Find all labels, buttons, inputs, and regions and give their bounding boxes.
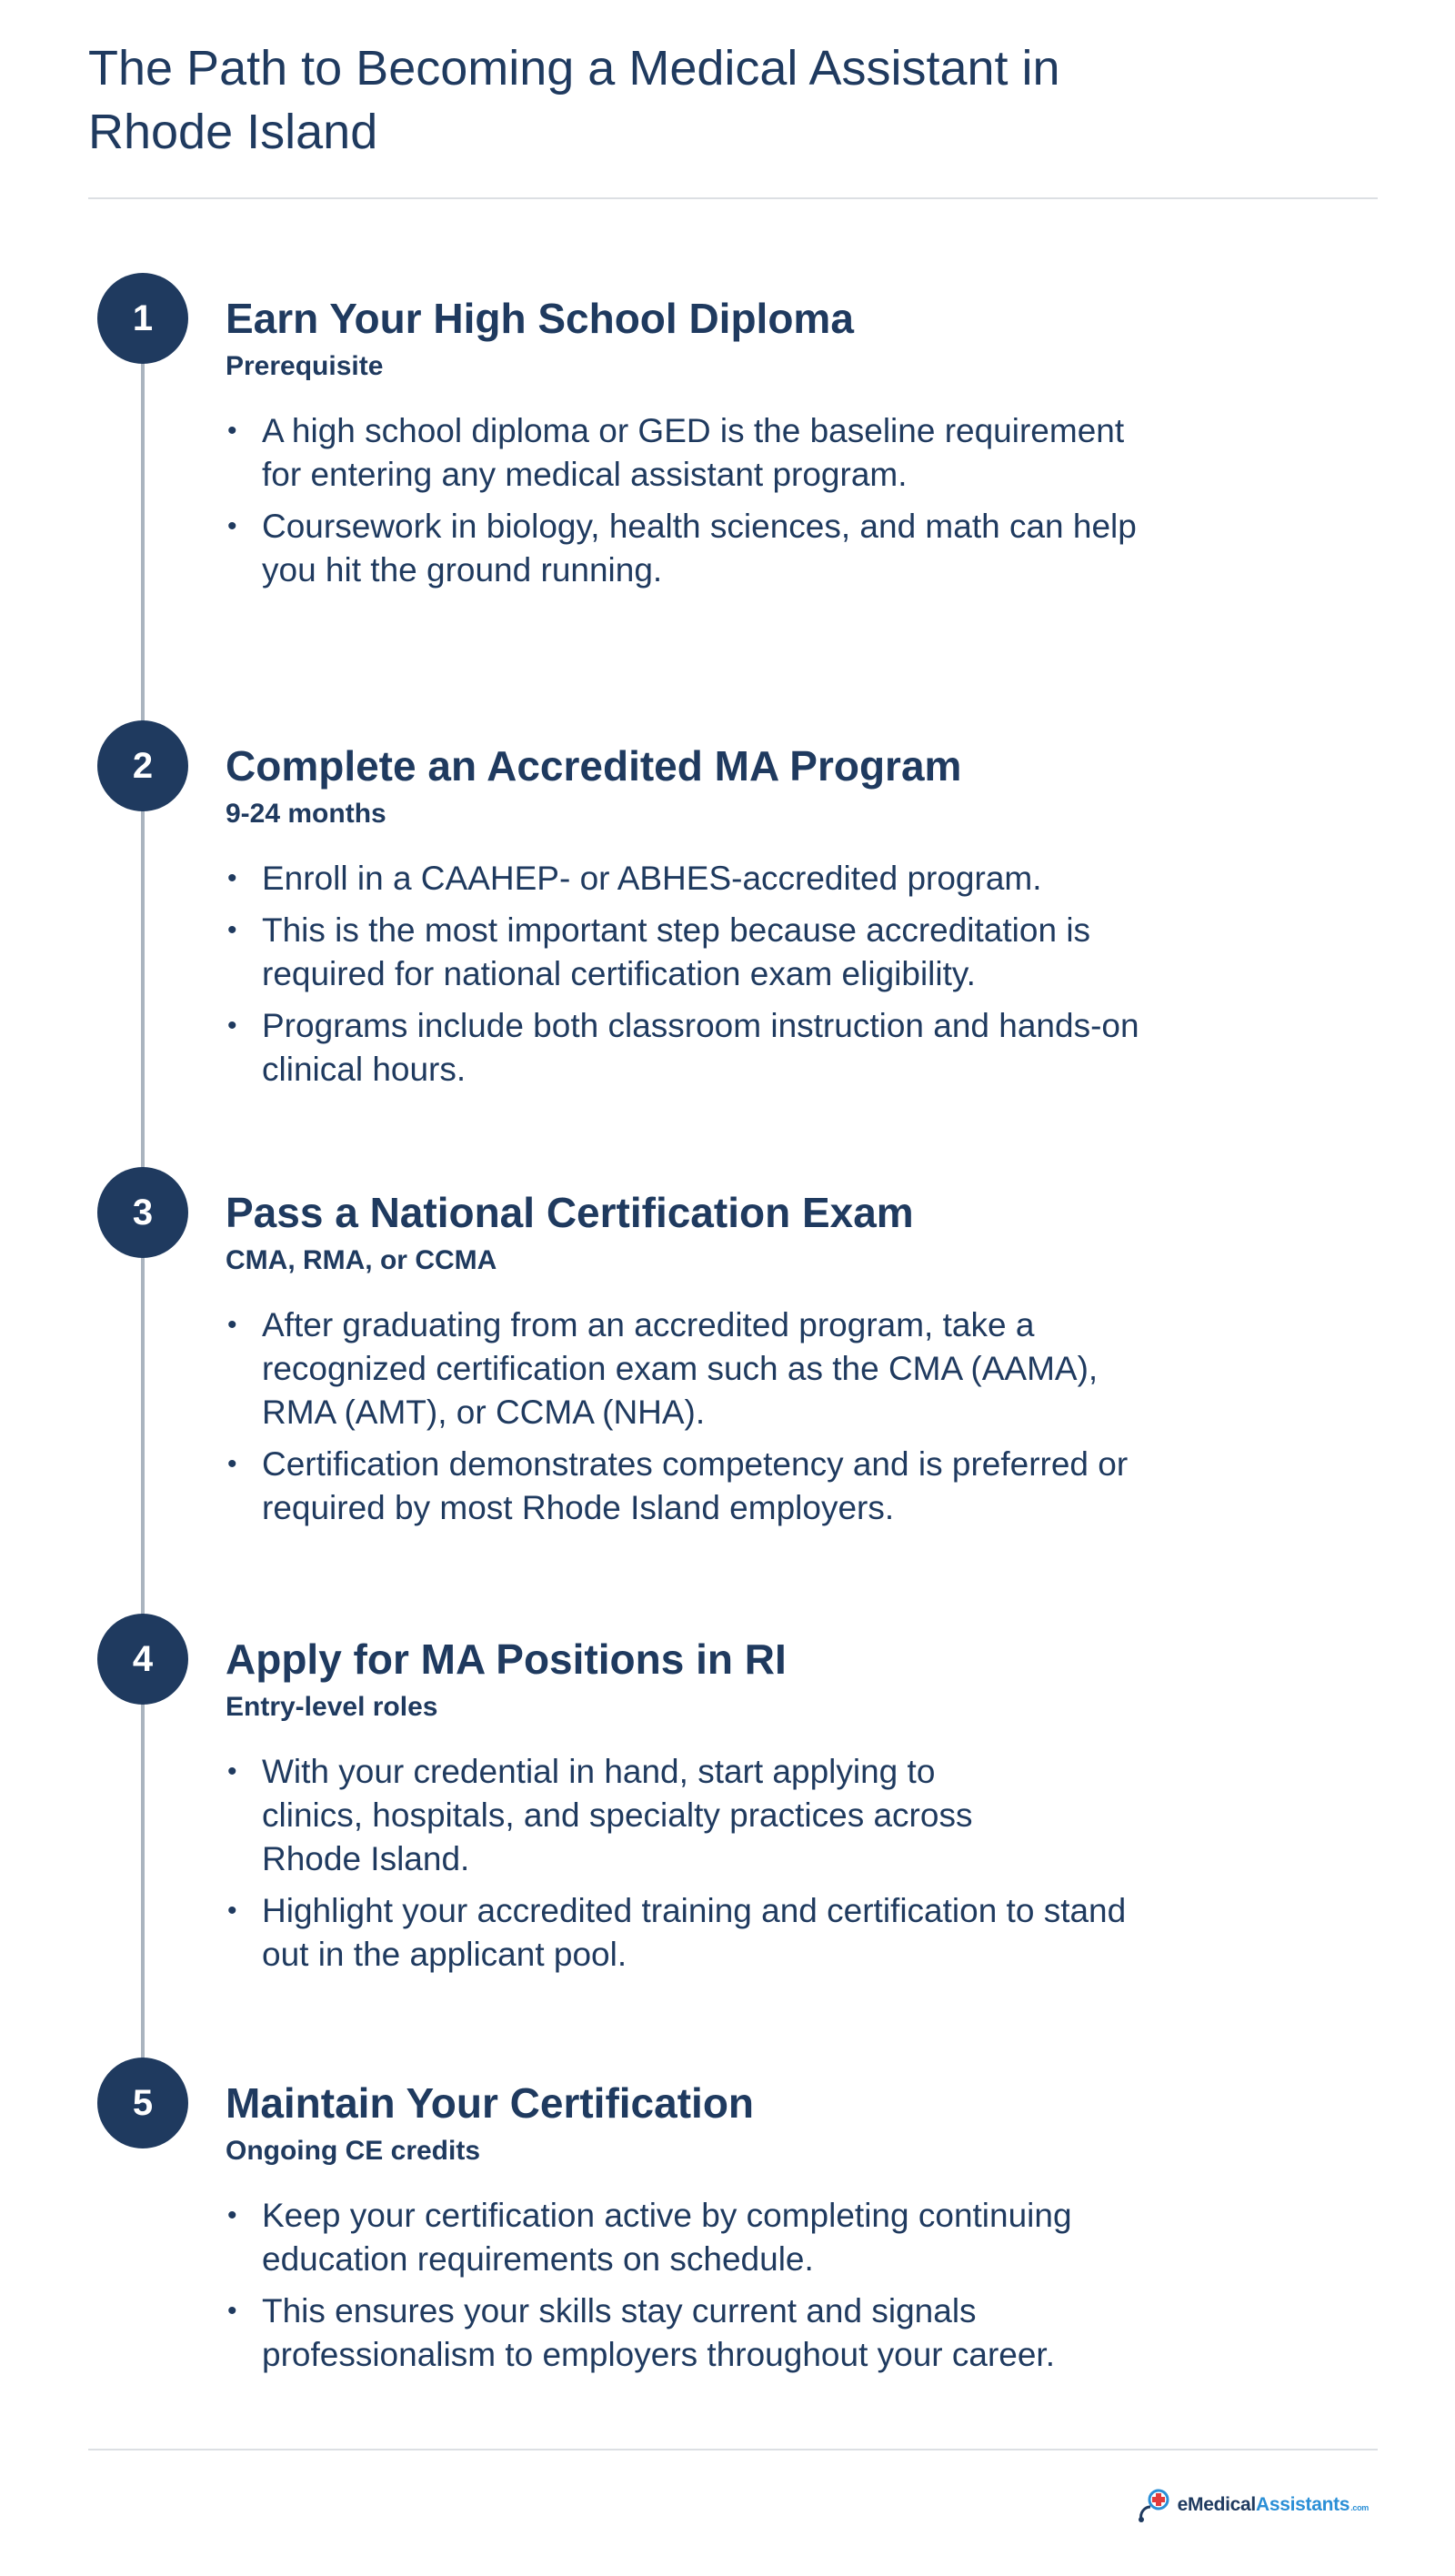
step-title: Apply for MA Positions in RI <box>226 1635 787 1683</box>
bullet-item: • This is the most important step because accreditation is required for national certification exam eligibility. <box>226 909 1108 996</box>
step-subtitle: CMA, RMA, or CCMA <box>226 1245 497 1275</box>
step-subtitle: Ongoing CE credits <box>226 2136 481 2166</box>
logo-wordmark: eMedicalAssistants.com <box>1177 2494 1369 2515</box>
bullet-item: • A high school diploma or GED is the baseline requirement for entering any medical assistant program. <box>226 409 1144 497</box>
step-bullet-list <box>226 1303 1144 1538</box>
bullet-item: • Coursework in biology, health sciences, and math can help you hit the ground running. <box>226 505 1144 592</box>
step-number-badge: 2 <box>97 720 188 811</box>
header-divider <box>88 197 1378 199</box>
step-number-badge: 1 <box>97 273 188 364</box>
step-subtitle: 9-24 months <box>226 799 386 829</box>
step-subtitle: Prerequisite <box>226 351 384 381</box>
bullet-item: • Programs include both classroom instruction and hands-on clinical hours. <box>226 1004 1144 1092</box>
bullet-item: • After graduating from an accredited program, take a recognized certification exam such as the CMA (AAMA), RMA (AMT), or CCMA (NHA). <box>226 1303 1144 1434</box>
step-bullet-list <box>226 2194 1144 2385</box>
bullet-item: • Certification demonstrates competency and is preferred or required by most Rhode Island employers. <box>226 1443 1144 1530</box>
step-number-badge: 4 <box>97 1614 188 1705</box>
brand-logo <box>1134 2485 1369 2525</box>
bullet-item: • Keep your certification active by completing continuing education requirements on schedule. <box>226 2194 1144 2281</box>
step-bullet-list <box>226 857 1144 1100</box>
page-title: The Path to Becoming a Medical Assistant in Rhode Island <box>88 41 1060 159</box>
step-bullet-list <box>226 409 1144 600</box>
logo-cross-icon <box>1134 2485 1174 2525</box>
step-title: Pass a National Certification Exam <box>226 1189 914 1236</box>
bullet-item: • This ensures your skills stay current and signals professionalism to employers throughout your career. <box>226 2289 1144 2377</box>
bullet-item: • With your credential in hand, start applying to clinics, hospitals, and specialty practices across Rhode Island. <box>226 1750 1044 1881</box>
step-title: Maintain Your Certification <box>226 2079 755 2127</box>
step-number-badge: 5 <box>97 2058 188 2148</box>
step-subtitle: Entry-level roles <box>226 1692 438 1722</box>
step-title: Earn Your High School Diploma <box>226 295 854 342</box>
bullet-item: • Highlight your accredited training and certification to stand out in the applicant pool. <box>226 1889 1144 1977</box>
step-title: Complete an Accredited MA Program <box>226 742 962 790</box>
step-number-badge: 3 <box>97 1167 188 1258</box>
step-bullet-list <box>226 1750 1144 1985</box>
bullet-item: • Enroll in a CAAHEP- or ABHES-accredited program. <box>226 857 1144 901</box>
footer-divider <box>88 2449 1378 2450</box>
